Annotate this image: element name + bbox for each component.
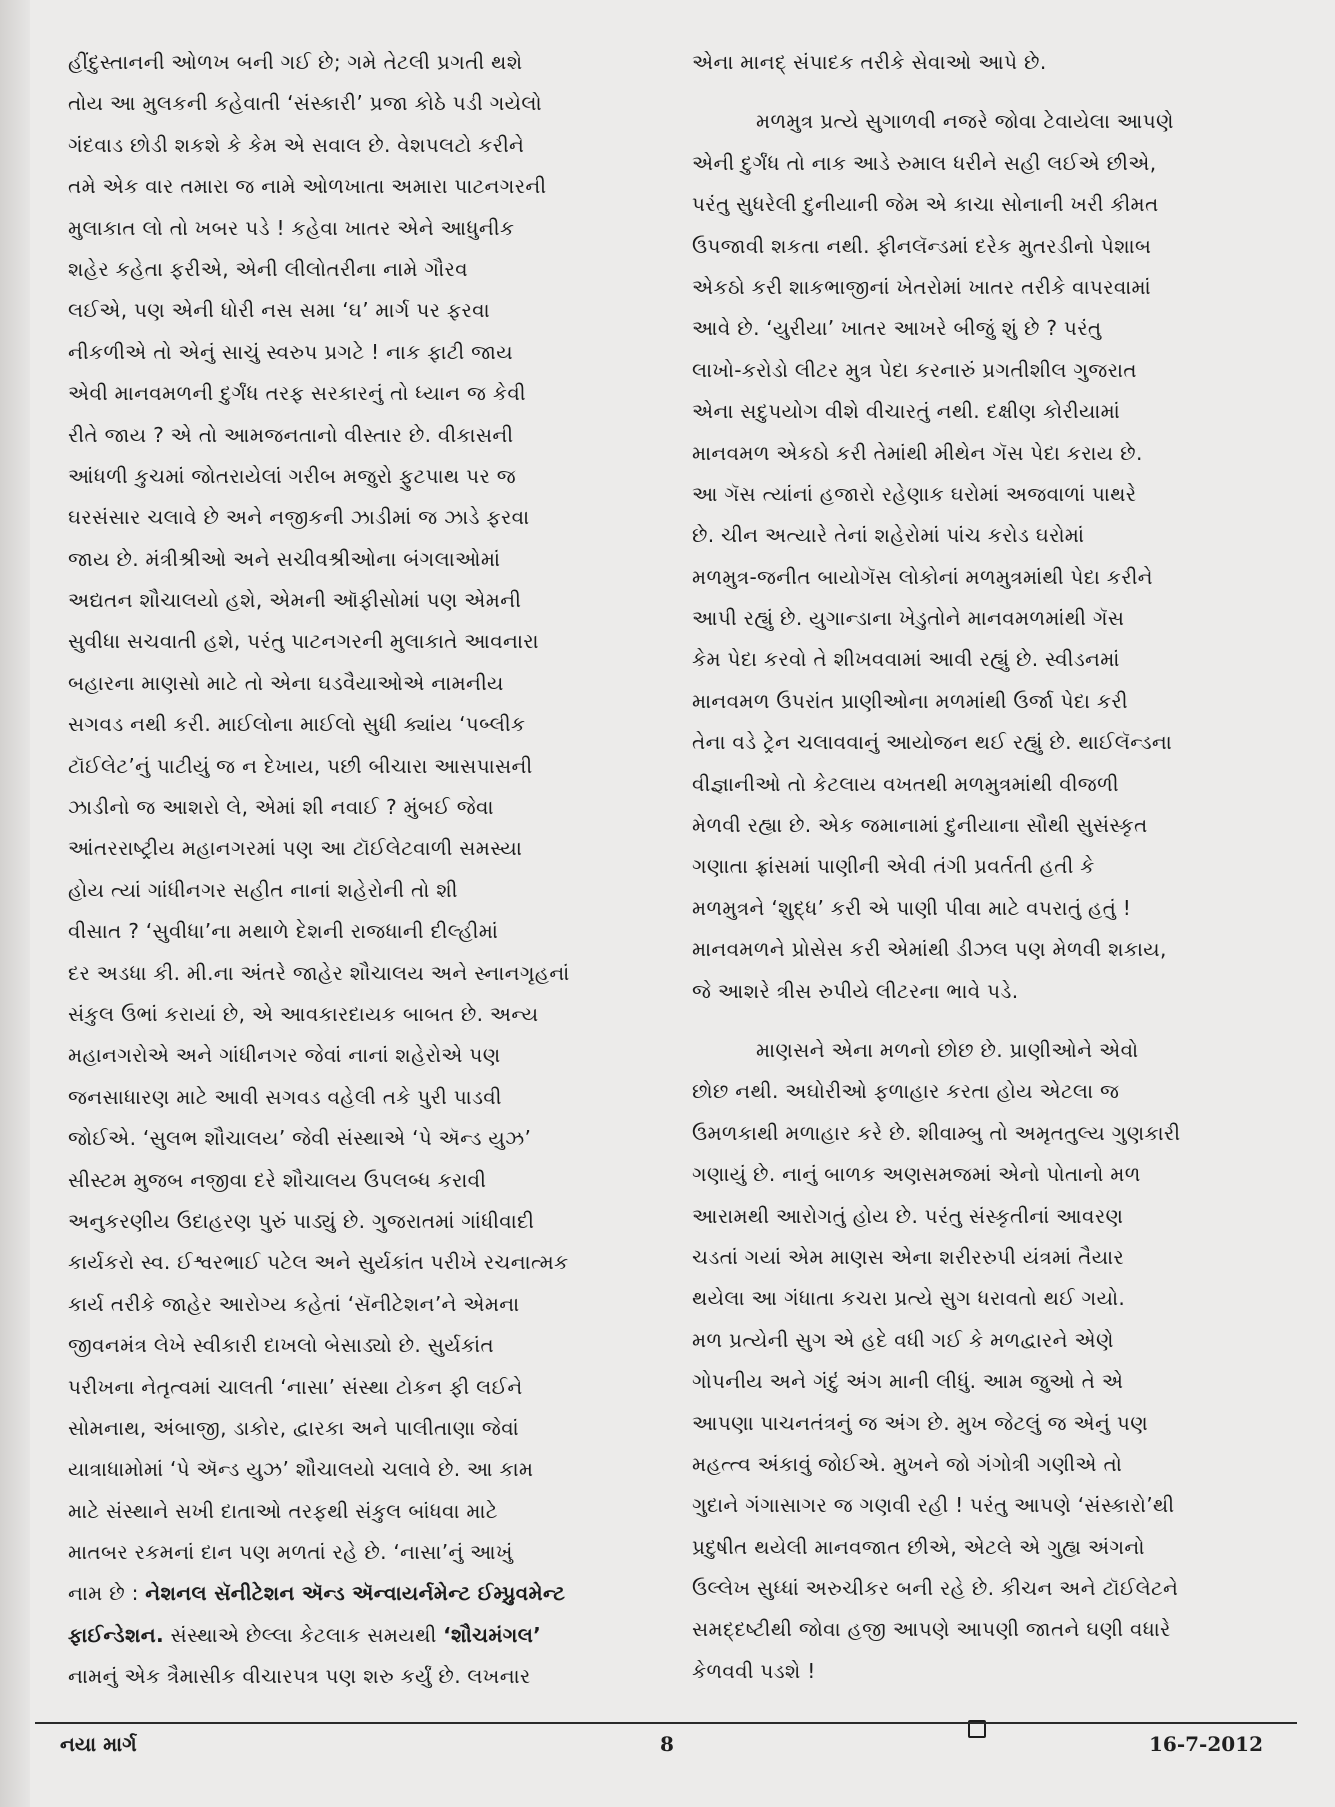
- text-line: જનસાધારણ માટે આવી સગવડ વહેલી તકે પુરી પાડવી: [68, 1084, 502, 1109]
- text-line: આપી રહ્યું છે. યુગાન્ડાના ખેડુતોને માનવમળમાંથી ગૅસ: [692, 606, 1125, 631]
- text-line: તોય આ મુલકની કહેવાતી ‘સંસ્કારી’ પ્રજા કોઠે પડી ગયેલો: [68, 91, 542, 116]
- paragraph-editor-note: [692, 42, 1276, 83]
- left-column-bold-line-2: ફાઈન્ડેશન. સંસ્થાએ છેલ્લા કેટલાક સમયથી ‘શૌચમંગલ’: [68, 1622, 542, 1647]
- text-line: ગંદવાડ છોડી શકશે કે કેમ એ સવાલ છે. વેશપલટો કરીને: [68, 132, 525, 157]
- text-line: એકઠો કરી શાકભાજીનાં ખેતરોમાં ખાતર તરીકે વાપરવામાં: [692, 274, 1151, 299]
- paragraph-waste-reuse: [692, 101, 1276, 1012]
- text-line: મળમુત્ર-જનીત બાયોગૅસ લોકોનાં મળમુત્રમાંથી પેદા કરીને: [692, 564, 1153, 589]
- text-line: ઉપજાવી શકતા નથી. ફીનલૅન્ડમાં દરેક મુતરડીનો પેશાબ: [692, 233, 1152, 258]
- text-line: ગુદાને ગંગાસાગર જ ગણવી રહી ! પરંતુ આપણે ‘સંસ્કારો’થી: [692, 1493, 1175, 1518]
- magazine-name: નયા માર્ગ: [60, 1732, 137, 1756]
- text-line: મળ પ્રત્યેની સુગ એ હદે વધી ગઈ કે મળદ્વારને એણે: [692, 1327, 1114, 1352]
- footer-divider: [35, 1722, 1297, 1724]
- paragraph-aversion: [692, 1030, 1276, 1692]
- text-line: લાખો-કરોડો લીટર મુત્ર પેદા કરનારું પ્રગતીશીલ ગુજરાત: [692, 357, 1137, 382]
- text-line: ઉમળકાથી મળાહાર કરે છે. શીવામ્બુ તો અમૃતતુલ્ય ગુણકારી: [692, 1120, 1181, 1145]
- text-line: મેળવી રહ્યા છે. એક જમાનામાં દુનીયાના સૌથી સુસંસ્કૃત: [692, 813, 1148, 838]
- left-column-lines: [68, 42, 668, 1573]
- text-line: થયેલા આ ગંધાતા કચરા પ્રત્યે સુગ ધરાવતો થઈ ગયો.: [692, 1286, 1126, 1311]
- text-line: માનવમળ એકઠો કરી તેમાંથી મીથેન ગૅસ પેદા કરાય છે.: [692, 440, 1143, 465]
- text-line: એના માનદ્ સંપાદક તરીકે સેવાઓ આપે છે.: [692, 50, 1047, 74]
- text-line: હીંદુસ્તાનની ઓળખ બની ગઈ છે; ગમે તેટલી પ્રગતી થશે: [68, 50, 523, 74]
- text-line: છોછ નથી. અઘોરીઓ ફળાહાર કરતા હોય એટલા જ: [692, 1079, 1120, 1104]
- text-line: તેના વડે ટ્રેન ચલાવવાનું આયોજન થઈ રહ્યું છે. થાઈલૅન્ડના: [692, 730, 1173, 755]
- text-line: સગવડ નથી કરી. માઈલોના માઈલો સુધી ક્યાંય ‘પબ્લીક: [68, 712, 526, 737]
- text-line: રીતે જાય ? એ તો આમજનતાનો વીસ્તાર છે. વીકાસની: [68, 422, 514, 447]
- text-line: હોય ત્યાં ગાંધીનગર સહીત નાનાં શહેરોની તો શી: [68, 877, 458, 902]
- text-line: માતબર રકમનાં દાન પણ મળતાં રહે છે. ‘નાસા’નું આખું: [68, 1540, 513, 1565]
- text-line: સોમનાથ, અંબાજી, ડાકોર, દ્વારકા અને પાલીતાણા જેવાં: [68, 1415, 519, 1440]
- text-line: નીકળીએ તો એનું સાચું સ્વરુપ પ્રગટે ! નાક ફાટી જાય: [68, 339, 514, 364]
- text-line: ટૉઈલેટ’નું પાટીયું જ ન દેખાય, પછી બીચારા આસપાસની: [68, 753, 533, 778]
- text-line: અદ્યતન શૌચાલયો હશે, એમની ઑફીસોમાં પણ એમની: [68, 588, 522, 613]
- text-line: આરામથી આરોગતું હોય છે. પરંતુ સંસ્કૃતીનાં આવરણ: [692, 1203, 1124, 1228]
- text-line: ગોપનીય અને ગંદું અંગ માની લીધું. આમ જુઓ તે એ: [692, 1369, 1124, 1394]
- text-line: જાય છે. મંત્રીશ્રીઓ અને સચીવશ્રીઓના બંગલાઓમાં: [68, 546, 501, 571]
- text-line: તમે એક વાર તમારા જ નામે ઓળખાતા અમારા પાટનગરની: [68, 174, 547, 199]
- page-edge-shadow: [0, 0, 30, 1807]
- text-line: વીજ્ઞાનીઓ તો કેટલાય વખતથી મળમુત્રમાંથી વીજળી: [692, 771, 1119, 796]
- page-number: 8: [660, 1732, 674, 1756]
- text-line: પરંતુ સુધરેલી દુનીયાની જેમ એ કાચા સોનાની ખરી કીમત: [692, 192, 1159, 217]
- text-line: સીસ્ટમ મુજબ નજીવા દરે શૌચાલય ઉપલબ્ધ કરાવી: [68, 1167, 487, 1192]
- text-line: છે. ચીન અત્યારે તેનાં શહેરોમાં પાંચ કરોડ ઘરોમાં: [692, 523, 1085, 548]
- text-line: આંતરરાષ્ટ્રીય મહાનગરમાં પણ આ ટૉઈલેટવાળી સમસ્યા: [68, 836, 523, 861]
- right-column: [692, 42, 1276, 1738]
- text-line: આ ગૅસ ત્યાંનાં હજારો રહેણાક ઘરોમાં અજવાળાં પાથરે: [692, 481, 1137, 506]
- text-line: જીવનમંત્ર લેખે સ્વીકારી દાખલો બેસાડ્યો છે. સુર્યકાંત: [68, 1333, 494, 1358]
- left-column: [68, 42, 668, 1698]
- text-line: ઝાડીનો જ આશરો લે, એમાં શી નવાઈ ? મુંબઈ જેવા: [68, 795, 494, 820]
- text-line: પ્રદુષીત થયેલી માનવજાત છીએ, એટલે એ ગુહ્ય અંગનો: [692, 1534, 1145, 1559]
- text-line: જે આશરે ત્રીસ રુપીયે લીટરના ભાવે પડે.: [692, 978, 1019, 1003]
- text-line: એના સદુપયોગ વીશે વીચારતું નથી. દક્ષીણ કોરીયામાં: [692, 399, 1121, 424]
- text-line: ઉલ્લેખ સુધ્ધાં અરુચીકર બની રહે છે. કીચન અને ટૉઈલેટને: [692, 1576, 1179, 1601]
- text-line: મહત્ત્વ અંકાવું જોઈએ. મુખને જો ગંગોત્રી ગણીએ તો: [692, 1451, 1123, 1476]
- text-line: સમદ્દષ્ટીથી જોવા હજી આપણે આપણી જાતને ઘણી વધારે: [692, 1617, 1171, 1642]
- text-line: મળમુત્રને ‘શુદ્ધ’ કરી એ પાણી પીવા માટે વપરાતું હતું !: [692, 895, 1132, 920]
- text-line: કેમ પેદા કરવો તે શીખવવામાં આવી રહ્યું છે. સ્વીડનમાં: [692, 647, 1120, 672]
- text-line: સુવીધા સચવાતી હશે, પરંતુ પાટનગરની મુલાકાતે આવનારા: [68, 629, 539, 654]
- text-line: ગણાયું છે. નાનું બાળક અણસમજમાં એનો પોતાનો મળ: [692, 1162, 1141, 1187]
- text-line: શહેર કહેતા ફરીએ, એની લીલોતરીના નામે ગૌરવ: [68, 256, 468, 281]
- text-line: કેળવવી પડશે !: [692, 1658, 816, 1683]
- text-line: મહાનગરોએ અને ગાંધીનગર જેવાં નાનાં શહેરોએ પણ: [68, 1043, 501, 1068]
- text-line: મુલાકાત લો તો ખબર પડે ! કહેવા ખાતર એને આધુનીક: [68, 215, 515, 240]
- text-line: માનવમળને પ્રોસેસ કરી એમાંથી ડીઝલ પણ મેળવી શકાય,: [692, 937, 1167, 962]
- text-line: ઘરસંસાર ચલાવે છે અને નજીકની ઝાડીમાં જ ઝાડે ફરવા: [68, 505, 530, 530]
- text-line: સંકુલ ઉભાં કરાયાં છે, એ આવકારદાયક બાબત છે. અન્ય: [68, 1001, 539, 1026]
- text-line: એવી માનવમળની દુર્ગંધ તરફ સરકારનું તો ધ્યાન જ કેવી: [68, 381, 526, 406]
- left-column-bold-line-1: નામ છે : નેશનલ સૅનીટેશન ઍન્ડ ઍન્વાયર્નમેન્ટ ઈમ્પ્રુવમેન્ટ: [68, 1581, 566, 1606]
- text-line: અનુકરણીય ઉદાહરણ પુરું પાડ્યું છે. ગુજરાતમાં ગાંધીવાદી: [68, 1208, 535, 1233]
- text-line: જોઈએ. ‘સુલભ શૌચાલય’ જેવી સંસ્થાએ ‘પે ઍન્ડ યુઝ’: [68, 1126, 532, 1151]
- text-line: ચડતાં ગયાં એમ માણસ એના શરીરરુપી યંત્રમાં તૈયાર: [692, 1244, 1125, 1269]
- text-line: માણસને એના મળનો છોછ છે. પ્રાણીઓને એવો: [756, 1037, 1139, 1062]
- text-line: કાર્ય તરીકે જાહેર આરોગ્ય કહેતાં ‘સૅનીટેશન’ને એમના: [68, 1291, 520, 1316]
- text-line: બહારના માણસો માટે તો એના ઘડવૈયાઓએ નામનીય: [68, 670, 504, 695]
- text-line: ગણાતા ફ્રાંસમાં પાણીની એવી તંગી પ્રવર્તતી હતી કે: [692, 854, 1095, 879]
- text-line: માટે સંસ્થાને સખી દાતાઓ તરફથી સંકુલ બાંધવા માટે: [68, 1498, 498, 1523]
- text-line: મળમુત્ર પ્રત્યે સુગાળવી નજરે જોવા ટેવાયેલા આપણે: [756, 109, 1174, 134]
- text-line: પરીખના નેતૃત્વમાં ચાલતી ‘નાસા’ સંસ્થા ટોકન ફી લઈને: [68, 1374, 523, 1399]
- text-line: કાર્યકરો સ્વ. ઈશ્વરભાઈ પટેલ અને સુર્યકાંત પરીખે રચનાત્મક: [68, 1250, 569, 1275]
- text-line: આંધળી કુચમાં જોતરાયેલાં ગરીબ મજુરો ફુટપાથ પર જ: [68, 463, 517, 488]
- text-line: આવે છે. ‘યુરીયા’ ખાતર આખરે બીજું શું છે ? પરંતુ: [692, 316, 1102, 341]
- text-line: લઈએ, પણ એની ધોરી નસ સમા ‘ઘ’ માર્ગ પર ફરવા: [68, 298, 490, 323]
- text-line: વીસાત ? ‘સુવીધા’ના મથાળે દેશની રાજધાની દીલ્હીમાં: [68, 919, 499, 944]
- text-line: આપણા પાચનતંત્રનું જ અંગ છે. મુખ જેટલું જ એનું પણ: [692, 1410, 1149, 1435]
- text-line: માનવમળ ઉપરાંત પ્રાણીઓના મળમાંથી ઉર્જા પેદા કરી: [692, 688, 1128, 713]
- text-line: દર અડધા કી. મી.ના અંતરે જાહેર શૌચાલય અને સ્નાનગૃહનાં: [68, 960, 570, 985]
- left-column-last-line: નામનું એક ત્રૈમાસીક વીચારપત્ર પણ શરુ કર્યું છે. લખનાર: [68, 1664, 531, 1689]
- text-line: યાત્રાધામોમાં ‘પે ઍન્ડ યુઝ’ શૌચાલયો ચલાવે છે. આ કામ: [68, 1457, 534, 1482]
- text-line: એની દુર્ગંધ તો નાક આડે રુમાલ ધરીને સહી લઈએ છીએ,: [692, 150, 1157, 175]
- issue-date: 16-7-2012: [1148, 1732, 1263, 1756]
